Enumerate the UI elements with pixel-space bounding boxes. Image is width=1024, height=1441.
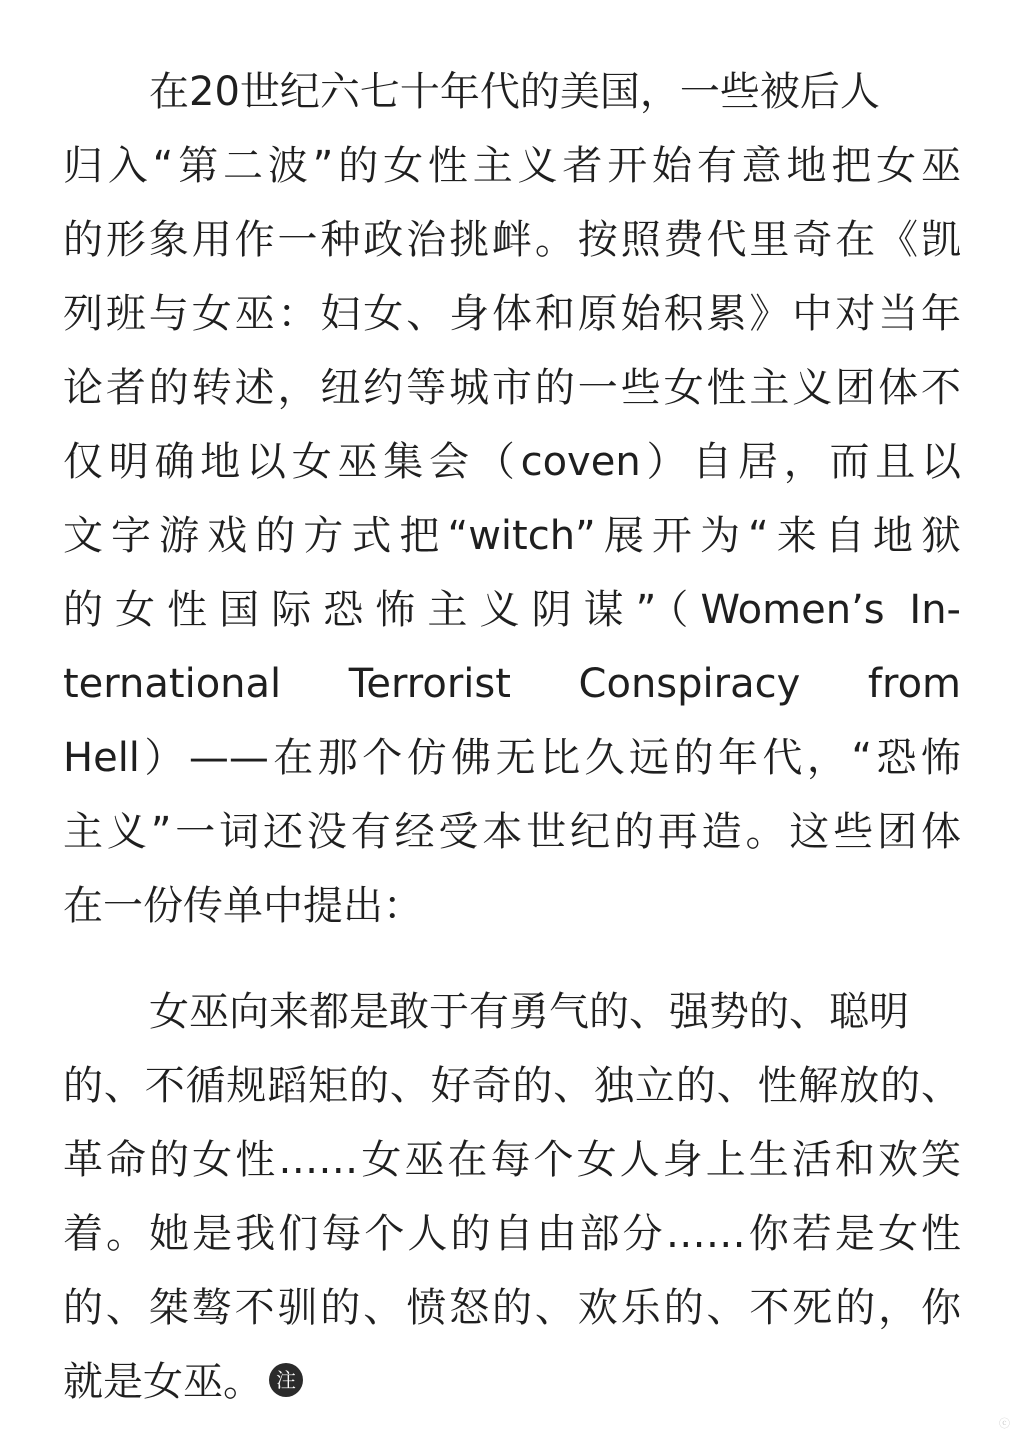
quote-line: 的、桀骜不驯的、愤怒的、欢乐的、不死的，你 — [63, 1285, 961, 1331]
paragraph-line: Hell）——在那个仿佛无比久远的年代，“恐怖 — [63, 735, 961, 781]
watermark: ⓒ — [999, 1417, 1010, 1430]
quote-line-text: 就是女巫。 — [63, 1359, 263, 1405]
paragraph-line: 仅明确地以女巫集会（coven）自居，而且以 — [63, 439, 961, 485]
quote-line: 的、不循规蹈矩的、好奇的、独立的、性解放的、 — [63, 1063, 961, 1109]
footnote-badge[interactable]: 注 — [269, 1363, 303, 1397]
quote-line: 革命的女性……女巫在每个女人身上生活和欢笑 — [63, 1137, 961, 1183]
paragraph-line: 在20世纪六七十年代的美国，一些被后人 — [149, 69, 880, 115]
paragraph-line: 的女性国际恐怖主义阴谋”（Women’s In- — [63, 587, 961, 633]
paragraph-line: 归入“第二波”的女性主义者开始有意地把女巫 — [63, 143, 961, 189]
paragraph-line: 列班与女巫：妇女、身体和原始积累》中对当年 — [63, 291, 961, 337]
paragraph-line: 在一份传单中提出： — [63, 883, 423, 929]
paragraph-line: 的形象用作一种政治挑衅。按照费代里奇在《凯 — [63, 217, 961, 263]
quote-line: 女巫向来都是敢于有勇气的、强势的、聪明 — [149, 989, 909, 1035]
paragraph-line: 主义”一词还没有经受本世纪的再造。这些团体 — [63, 809, 961, 855]
paragraph-line: ternational Terrorist Conspiracy from — [63, 661, 961, 707]
quote-line-last — [63, 1345, 961, 1419]
quote-line: 着。她是我们每个人的自由部分……你若是女性 — [63, 1211, 961, 1257]
paragraph-line: 文字游戏的方式把“witch”展开为“来自地狱 — [63, 513, 961, 559]
paragraph-line: 论者的转述，纽约等城市的一些女性主义团体不 — [63, 365, 961, 411]
